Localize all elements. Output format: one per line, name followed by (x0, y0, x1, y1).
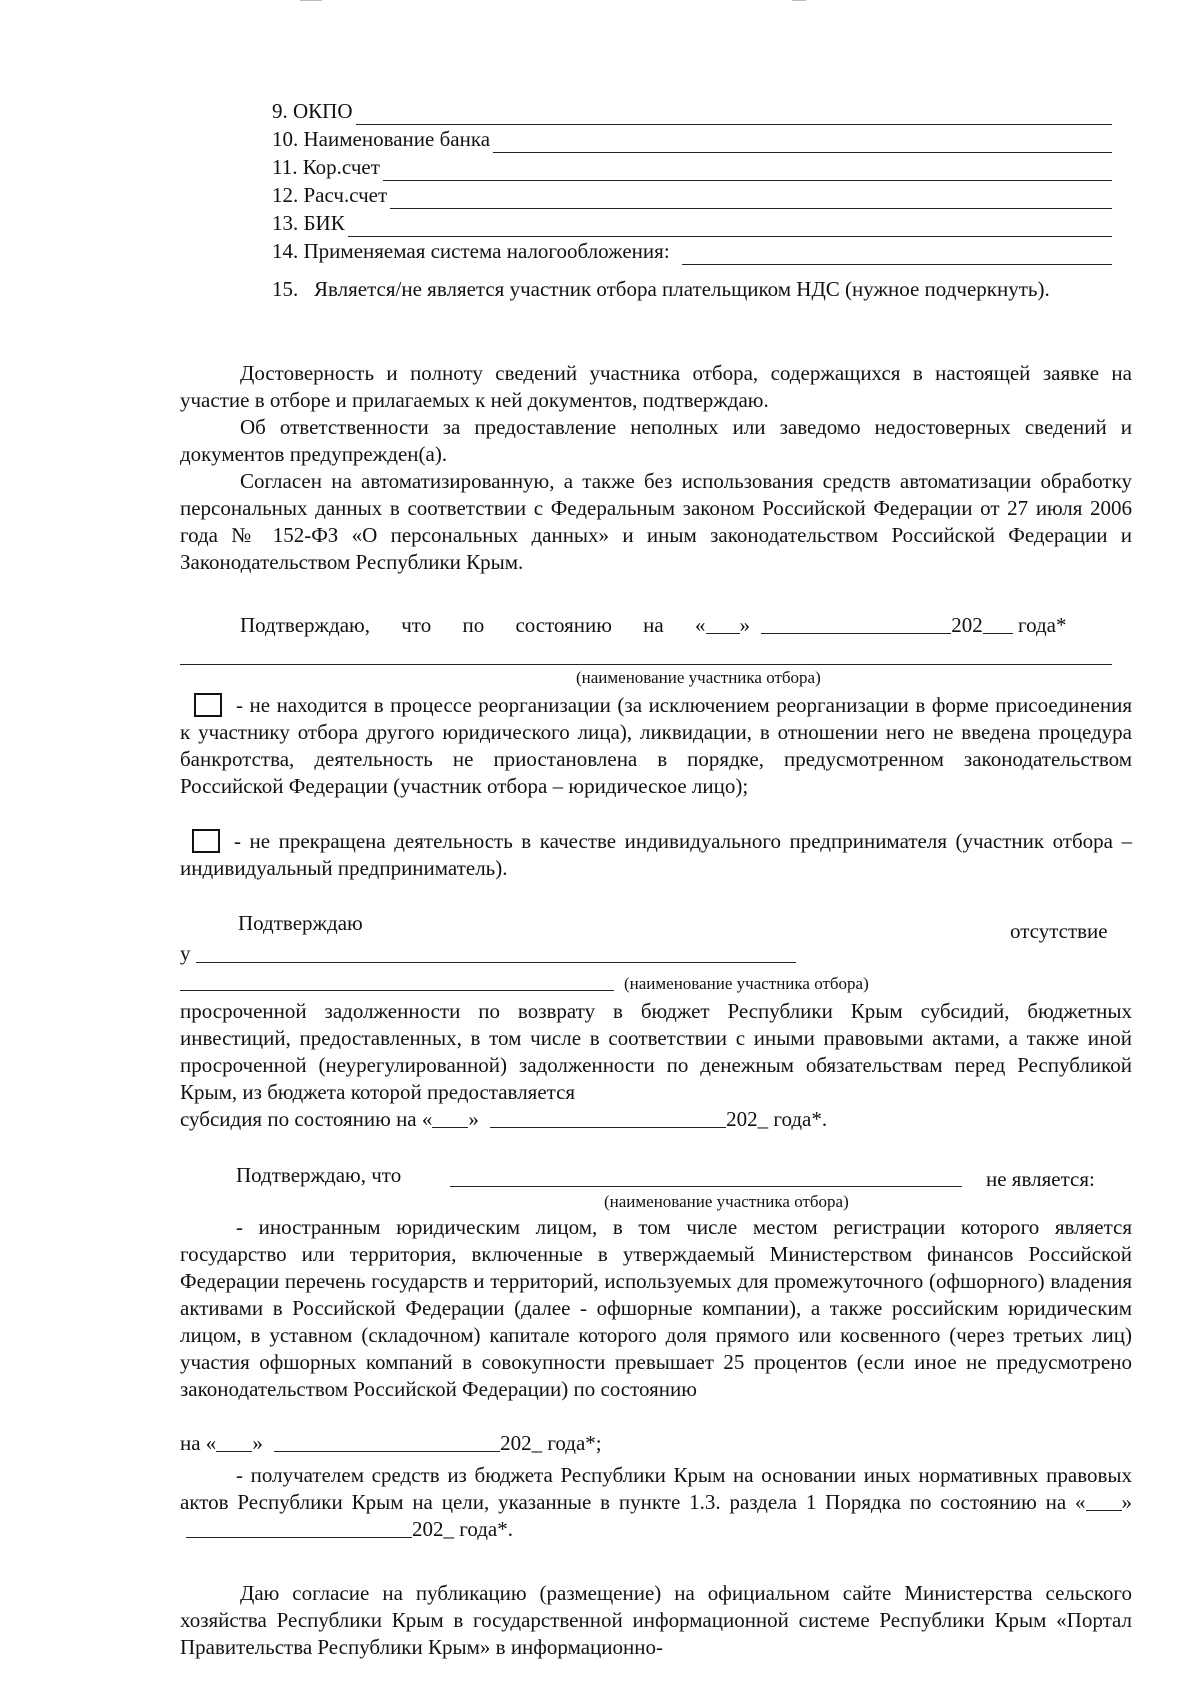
field-okpo: 9. ОКПО (272, 98, 1112, 125)
month-blank-4[interactable] (186, 1518, 412, 1538)
confirm-1-line: Подтверждаю, что по состоянию на « » 202 года* (240, 613, 1067, 637)
entrepreneur-checkbox[interactable] (192, 829, 220, 853)
budget-recipient-item: - получателем средств из бюджета Республики Крым на основании иных нормативных правовых актов Республики Крым на цели, указанные в пункте 1.3. раздела 1 Порядка по состоянию на « » 202_ года*. (180, 1463, 1132, 1541)
field-bank-name-line[interactable] (493, 132, 1112, 153)
participant-name-line-2[interactable] (196, 962, 796, 963)
paragraph-reliability: Достоверность и полноту сведений участника отбора, содержащихся в настоящей заявке на участие в отборе и прилагаемых к ней документов, подтверждаю. (180, 361, 1132, 412)
month-blank-3[interactable] (274, 1432, 500, 1452)
participant-name-caption-2: (наименование участника отбора) (624, 974, 869, 993)
month-blank-2[interactable] (490, 1108, 726, 1128)
scan-edge-mark (300, 0, 322, 4)
field-bik: 13. БИК (272, 210, 1112, 237)
month-blank[interactable] (761, 614, 951, 634)
day-blank-3[interactable] (216, 1432, 252, 1452)
field-corr-account-line[interactable] (383, 160, 1112, 181)
confirm-2-word: Подтверждаю (238, 911, 363, 935)
participant-name-caption: (наименование участника отбора) (576, 668, 821, 687)
field-okpo-line[interactable] (356, 104, 1112, 125)
checkbox-item-entrepreneur: - не прекращена деятельность в качестве индивидуального предпринимателя (участник отбора – индивидуальный предприниматель). (180, 829, 1132, 880)
field-settlement-account-line[interactable] (390, 188, 1112, 209)
debt-date-line: субсидия по состоянию на « » 202_ года*. (180, 1107, 828, 1131)
offshore-date-line: на « » 202_ года*; (180, 1431, 602, 1455)
u-prefix: у (180, 941, 191, 965)
publication-consent-paragraph: Даю согласие на публикацию (размещение) на официальном сайте Министерства сельского хозяйства Республики Крым в государственной информационной системе Республики Крым «Портал Правительства Республики Крым» в информационно- (180, 1581, 1132, 1659)
field-corr-account: 11. Кор.счет (272, 154, 1112, 181)
legal-entity-checkbox[interactable] (194, 693, 222, 717)
participant-name-caption-3: (наименование участника отбора) (604, 1192, 849, 1211)
participant-name-line-2b[interactable] (180, 990, 614, 991)
paragraph-personal-data: Согласен на автоматизированную, а также без использования средств автоматизации обработку персональных данных в соответствии с Федеральным законом Российской Федерации от 27 июля 2006 года № 152-ФЗ «О персональных данных» и иным законодательством Российской Федерации и Законодательством Республики Крым. (180, 469, 1132, 574)
item-15-text: Является/не является участник отбора плательщиком НДС (нужное подчеркнуть). (314, 277, 1050, 301)
paragraph-responsibility: Об ответственности за предоставление неполных или заведомо недостоверных сведений и документов предупрежден(а). (180, 415, 1132, 466)
item-15-number: 15. (272, 277, 299, 301)
checkbox-item-legal-entity: - не находится в процессе реорганизации (за исключением реорганизации в форме присоединения к участнику отбора другого юридического лица), ликвидации, в отношении него не введена процедура банкротства, деятельность не приостановлена в порядке, предусмотренном законодательством Российской Федерации (участник отбора – юридическое лицо); (180, 693, 1132, 798)
absence-word: отсутствие (1010, 919, 1108, 943)
field-bank-name: 10. Наименование банка (272, 126, 1112, 153)
scan-edge-mark (792, 0, 806, 4)
offshore-item: - иностранным юридическим лицом, в том числе местом регистрации которого является государство или территория, включенные в утверждаемый Министерством финансов Российской Федерации перечень государств и территорий, используемых для промежуточного (офшорного) владения активами в Российской Федерации (далее - офшорные компании), а также российским юридическим лицом, в уставном (складочном) капитале которого доля прямого или косвенного (через третьих лиц) участия офшорных компаний в совокупности превышает 25 процентов (если иное не предусмотрено законодательством Российской Федерации) по состоянию (180, 1215, 1132, 1401)
confirm-3-prefix: Подтверждаю, что (236, 1163, 402, 1187)
field-tax-system-line[interactable] (682, 244, 1112, 265)
day-blank-2[interactable] (432, 1108, 468, 1128)
field-tax-system: 14. Применяемая система налогообложения: (272, 238, 1112, 265)
year-blank[interactable] (983, 614, 1013, 634)
field-bik-line[interactable] (348, 216, 1112, 237)
day-blank[interactable] (706, 614, 740, 634)
day-blank-4[interactable] (1086, 1491, 1122, 1511)
participant-name-line-3[interactable] (450, 1186, 962, 1187)
participant-name-line[interactable] (180, 664, 1112, 665)
debt-paragraph: просроченной задолженности по возврату в бюджет Республики Крым субсидий, бюджетных инвестиций, предоставленных, в том числе в соответствии с иными правовыми актами, а также иной просроченной (неурегулированной) задолженности по денежным обязательствам перед Республикой Крым, из бюджета которой предоставляется (180, 999, 1132, 1104)
field-settlement-account: 12. Расч.счет (272, 182, 1112, 209)
confirm-3-suffix: не является: (986, 1167, 1095, 1191)
